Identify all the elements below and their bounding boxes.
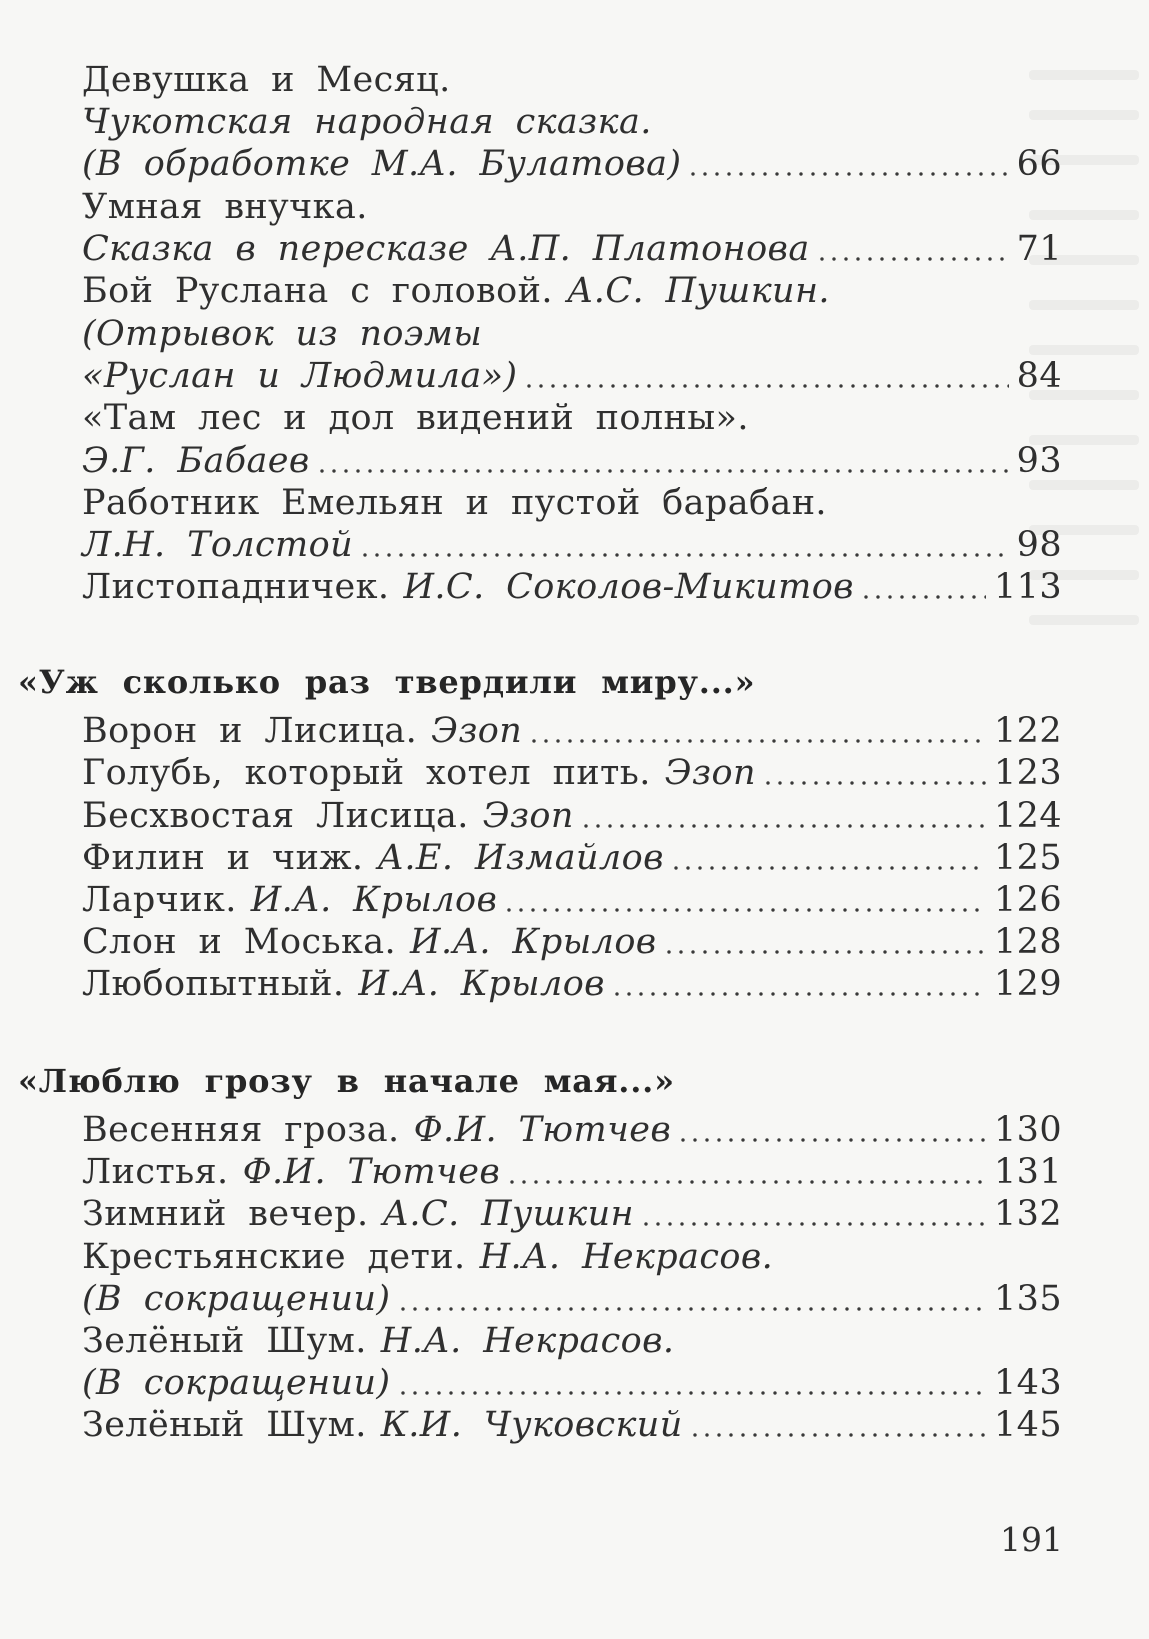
page-ref: 124	[993, 796, 1062, 836]
toc-line	[82, 1237, 773, 1277]
entry-author: К.И. Чуковский	[380, 1405, 683, 1445]
entry-note: (В сокращении)	[82, 1363, 391, 1403]
page-ref: 131	[993, 1152, 1062, 1192]
entry-title: Листья.	[82, 1152, 229, 1192]
entry-title: Ларчик.	[82, 880, 237, 920]
entry-author: А.С. Пушкин	[382, 1194, 635, 1234]
entry-author: Сказка в пересказе А.П. Платонова	[82, 229, 810, 269]
dot-leader	[580, 824, 986, 828]
entry-author: Эзоп	[431, 711, 523, 751]
entry-author: Н.А. Некрасов.	[479, 1237, 774, 1277]
entry-author: А.С. Пушкин.	[566, 271, 830, 311]
dot-leader	[670, 866, 986, 870]
toc-line	[82, 1321, 674, 1361]
dot-leader	[528, 739, 986, 743]
entry-title: Слон и Моська.	[82, 922, 397, 962]
page-ref: 126	[993, 880, 1062, 920]
dot-leader	[860, 595, 986, 599]
page-ref: 113	[993, 567, 1062, 607]
toc-line	[82, 271, 830, 311]
entry-author: И.А. Крылов	[250, 880, 498, 920]
entry-note: (В сокращении)	[82, 1279, 391, 1319]
entry-title: Зелёный Шум.	[82, 1321, 367, 1361]
dot-leader	[689, 1433, 986, 1437]
entry-author: А.Е. Измайлов	[377, 838, 664, 878]
toc-line	[82, 796, 1062, 836]
toc-line	[82, 229, 1062, 269]
entry-author: Ф.И. Тютчев	[242, 1152, 501, 1192]
entry-title: Умная внучка.	[82, 187, 368, 227]
entry-title: Любопытный.	[82, 964, 345, 1004]
dot-leader	[677, 1138, 986, 1142]
entry-title: Бой Руслана с головой.	[82, 271, 553, 311]
toc-line	[82, 525, 1062, 565]
page-ref: 122	[993, 711, 1062, 751]
toc-line	[82, 483, 827, 523]
entry-title: Филин и чиж.	[82, 838, 364, 878]
toc-line	[82, 144, 1062, 184]
dot-leader	[762, 781, 986, 785]
entry-title: Листопадничек.	[82, 567, 390, 607]
entry-author: И.А. Крылов	[358, 964, 605, 1004]
entry-author: И.А. Крылов	[410, 922, 657, 962]
toc-line	[82, 356, 1062, 396]
entry-author: Эзоп	[664, 753, 756, 793]
dot-leader	[316, 469, 1009, 473]
toc-line	[82, 398, 749, 438]
page-ref: 143	[993, 1363, 1062, 1403]
entry-title: Бесхвостая Лисица.	[82, 796, 469, 836]
page-ref: 123	[993, 753, 1062, 793]
dot-leader	[816, 257, 1009, 261]
toc-line	[82, 60, 451, 100]
entry-title: Зимний вечер.	[82, 1194, 369, 1234]
entry-author: Л.Н. Толстой	[82, 525, 354, 565]
toc-line	[82, 753, 1062, 793]
entry-title: Девушка и Месяц.	[82, 60, 451, 100]
dot-leader	[359, 553, 1009, 557]
entry-author: Ф.И. Тютчев	[413, 1110, 672, 1150]
entry-title: Голубь, который хотел пить.	[82, 753, 651, 793]
entry-author: (В обработке М.А. Булатова)	[82, 144, 682, 184]
toc-line	[82, 1194, 1062, 1234]
dot-leader	[640, 1222, 986, 1226]
page-ref: 132	[993, 1194, 1062, 1234]
entry-title: «Там лес и дол видений полны».	[82, 398, 749, 438]
toc-line	[82, 187, 368, 227]
page-ref: 125	[993, 838, 1062, 878]
dot-leader	[397, 1307, 986, 1311]
entry-title: Крестьянские дети.	[82, 1237, 466, 1277]
toc-line	[82, 1110, 1062, 1150]
toc-line	[82, 441, 1062, 481]
dot-leader	[687, 172, 1008, 176]
toc-line	[82, 567, 1062, 607]
page-ref: 128	[993, 922, 1062, 962]
toc-line	[82, 314, 482, 354]
dot-leader	[397, 1391, 986, 1395]
toc-line	[82, 1405, 1062, 1445]
toc-line	[82, 1363, 1062, 1403]
page-ref: 93	[1016, 441, 1062, 481]
entry-author: Н.А. Некрасов.	[380, 1321, 675, 1361]
toc-line	[82, 1152, 1062, 1192]
toc-line	[82, 838, 1062, 878]
entry-title: Весенняя гроза.	[82, 1110, 400, 1150]
toc-line	[82, 711, 1062, 751]
page-ref: 98	[1016, 525, 1062, 565]
page-ref: 71	[1016, 229, 1062, 269]
page-ref: 84	[1016, 356, 1062, 396]
toc-line	[82, 964, 1062, 1004]
toc-line	[82, 922, 1062, 962]
entry-author: Э.Г. Бабаев	[82, 441, 310, 481]
entry-title: Ворон и Лисица.	[82, 711, 418, 751]
entry-author: Чукотская народная сказка.	[82, 102, 652, 142]
dot-leader	[663, 950, 986, 954]
dot-leader	[506, 1180, 986, 1184]
entry-note: (Отрывок из поэмы	[82, 314, 483, 354]
dot-leader	[611, 992, 986, 996]
toc-line	[82, 880, 1062, 920]
page-ref: 129	[993, 964, 1062, 1004]
entry-title: Работник Емельян и пустой барабан.	[82, 483, 827, 523]
entry-author: Эзоп	[482, 796, 574, 836]
toc-line	[82, 102, 652, 142]
entry-author: И.С. Соколов-Микитов	[403, 567, 854, 607]
page-number: 191	[1000, 1520, 1063, 1559]
page-ref: 130	[993, 1110, 1062, 1150]
page-ref: 145	[993, 1405, 1062, 1445]
page-ref: 66	[1016, 144, 1062, 184]
toc-line	[82, 1279, 1062, 1319]
dot-leader	[523, 384, 1008, 388]
page-ref: 135	[993, 1279, 1062, 1319]
section-heading: «Уж сколько раз твердили миру...»	[18, 663, 756, 701]
entry-note: «Руслан и Людмила»)	[82, 356, 518, 396]
section-heading: «Люблю грозу в начале мая...»	[18, 1062, 675, 1100]
entry-title: Зелёный Шум.	[82, 1405, 367, 1445]
dot-leader	[503, 908, 986, 912]
